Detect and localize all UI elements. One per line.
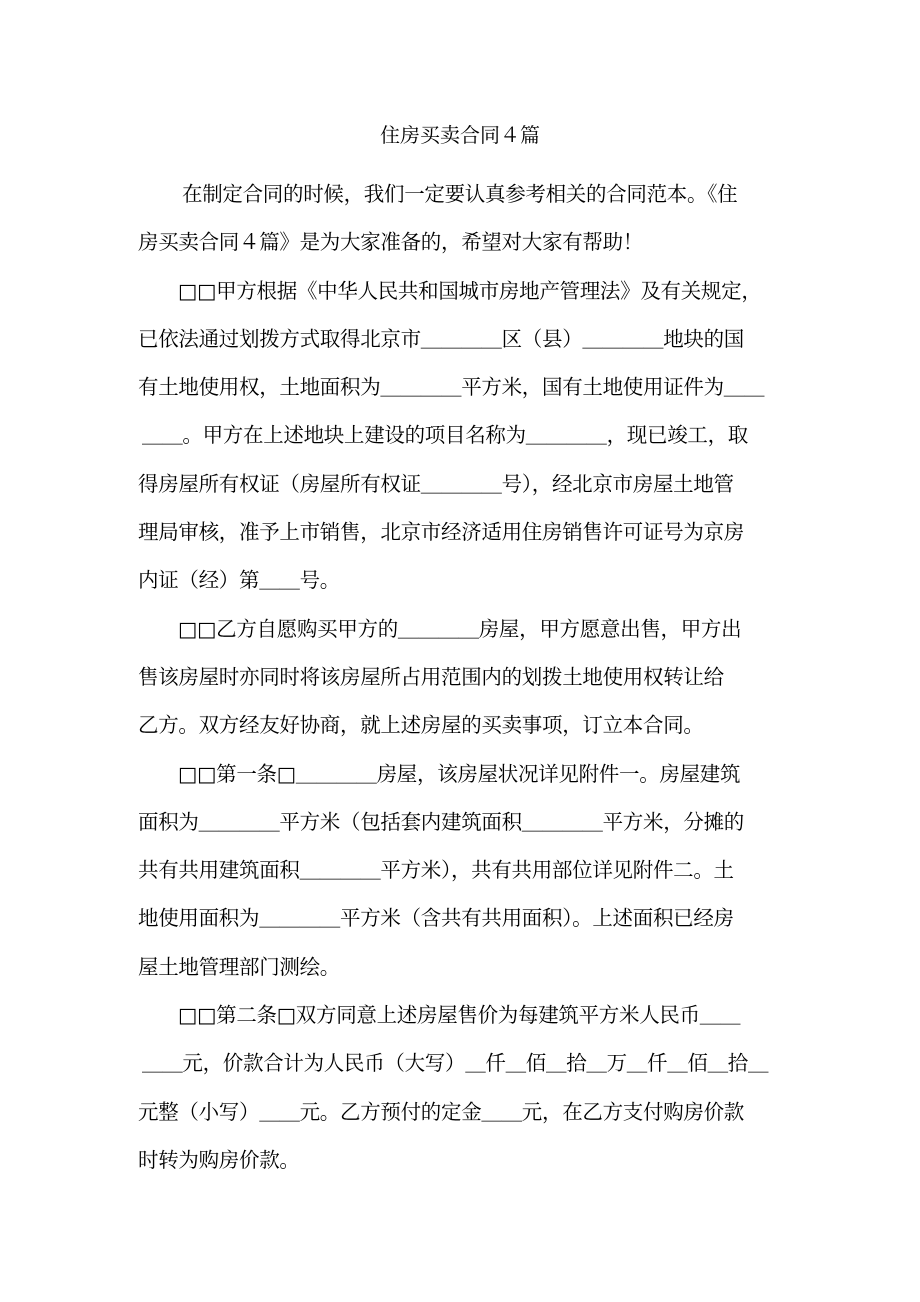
article-2-line-4: 时转为购房价款。 [138,1147,300,1172]
paragraph-party-a-line-1: □□甲方根据《中华人民共和国城市房地产管理法》及有关规定， [178,278,762,303]
paragraph-party-b-line-3: 乙方。双方经友好协商，就上述房屋的买卖事项，订立本合同。 [138,713,704,738]
article-2-line-2: ＿＿元，价款合计为人民币（大写）＿仟＿佰＿拾＿万＿仟＿佰＿拾＿ [142,1051,769,1076]
paragraph-party-b-line-2: 售该房屋时亦同时将该房屋所占用范围内的划拨土地使用权转让给 [138,664,724,689]
article-1-line-1: □□第一条□＿＿＿＿房屋，该房屋状况详见附件一。房屋建筑 [178,761,741,786]
paragraph-party-a-line-5: 得房屋所有权证（房屋所有权证＿＿＿＿号），经北京市房屋土地管 [138,471,734,496]
paragraph-intro-line-1: 在制定合同的时候，我们一定要认真参考相关的合同范本。《住 [182,182,738,206]
article-1-line-2: 面积为＿＿＿＿平方米（包括套内建筑面积＿＿＿＿平方米，分摊的 [138,809,744,834]
article-1-line-3: 共有共用建筑面积＿＿＿＿平方米），共有共用部位详见附件二。土 [138,858,734,883]
paragraph-intro-line-2: 房买卖合同４篇》是为大家准备的，希望对大家有帮助！ [138,230,643,255]
paragraph-party-b-line-1: □□乙方自愿购买甲方的＿＿＿＿房屋，甲方愿意出售，甲方出 [178,616,742,641]
article-2-line-1: □□第二条□双方同意上述房屋售价为每建筑平方米人民币＿＿ [178,1003,741,1028]
paragraph-party-a-line-2: 已依法通过划拨方式取得北京市＿＿＿＿区（县）＿＿＿＿地块的国 [138,326,744,351]
article-1-line-5: 屋土地管理部门测绘。 [138,954,340,979]
document-title: 住房买卖合同４篇 [380,123,540,147]
paragraph-party-a-line-7: 内证（经）第＿＿号。 [138,568,340,593]
article-2-line-3: 元整（小写）＿＿元。乙方预付的定金＿＿元，在乙方支付购房价款 [138,1099,744,1124]
article-1-line-4: 地使用面积为＿＿＿＿平方米（含共有共用面积）。上述面积已经房 [138,906,734,931]
document-body [138,170,798,1184]
paragraph-party-a-line-6: 理局审核，准予上市销售，北京市经济适用住房销售许可证号为京房 [138,520,744,545]
paragraph-party-a-line-3: 有土地使用权，土地面积为＿＿＿＿平方米，国有土地使用证件为＿＿ [138,375,765,400]
paragraph-party-a-line-4: ＿＿。甲方在上述地块上建设的项目名称为＿＿＿＿，现已竣工，取 [142,423,748,448]
